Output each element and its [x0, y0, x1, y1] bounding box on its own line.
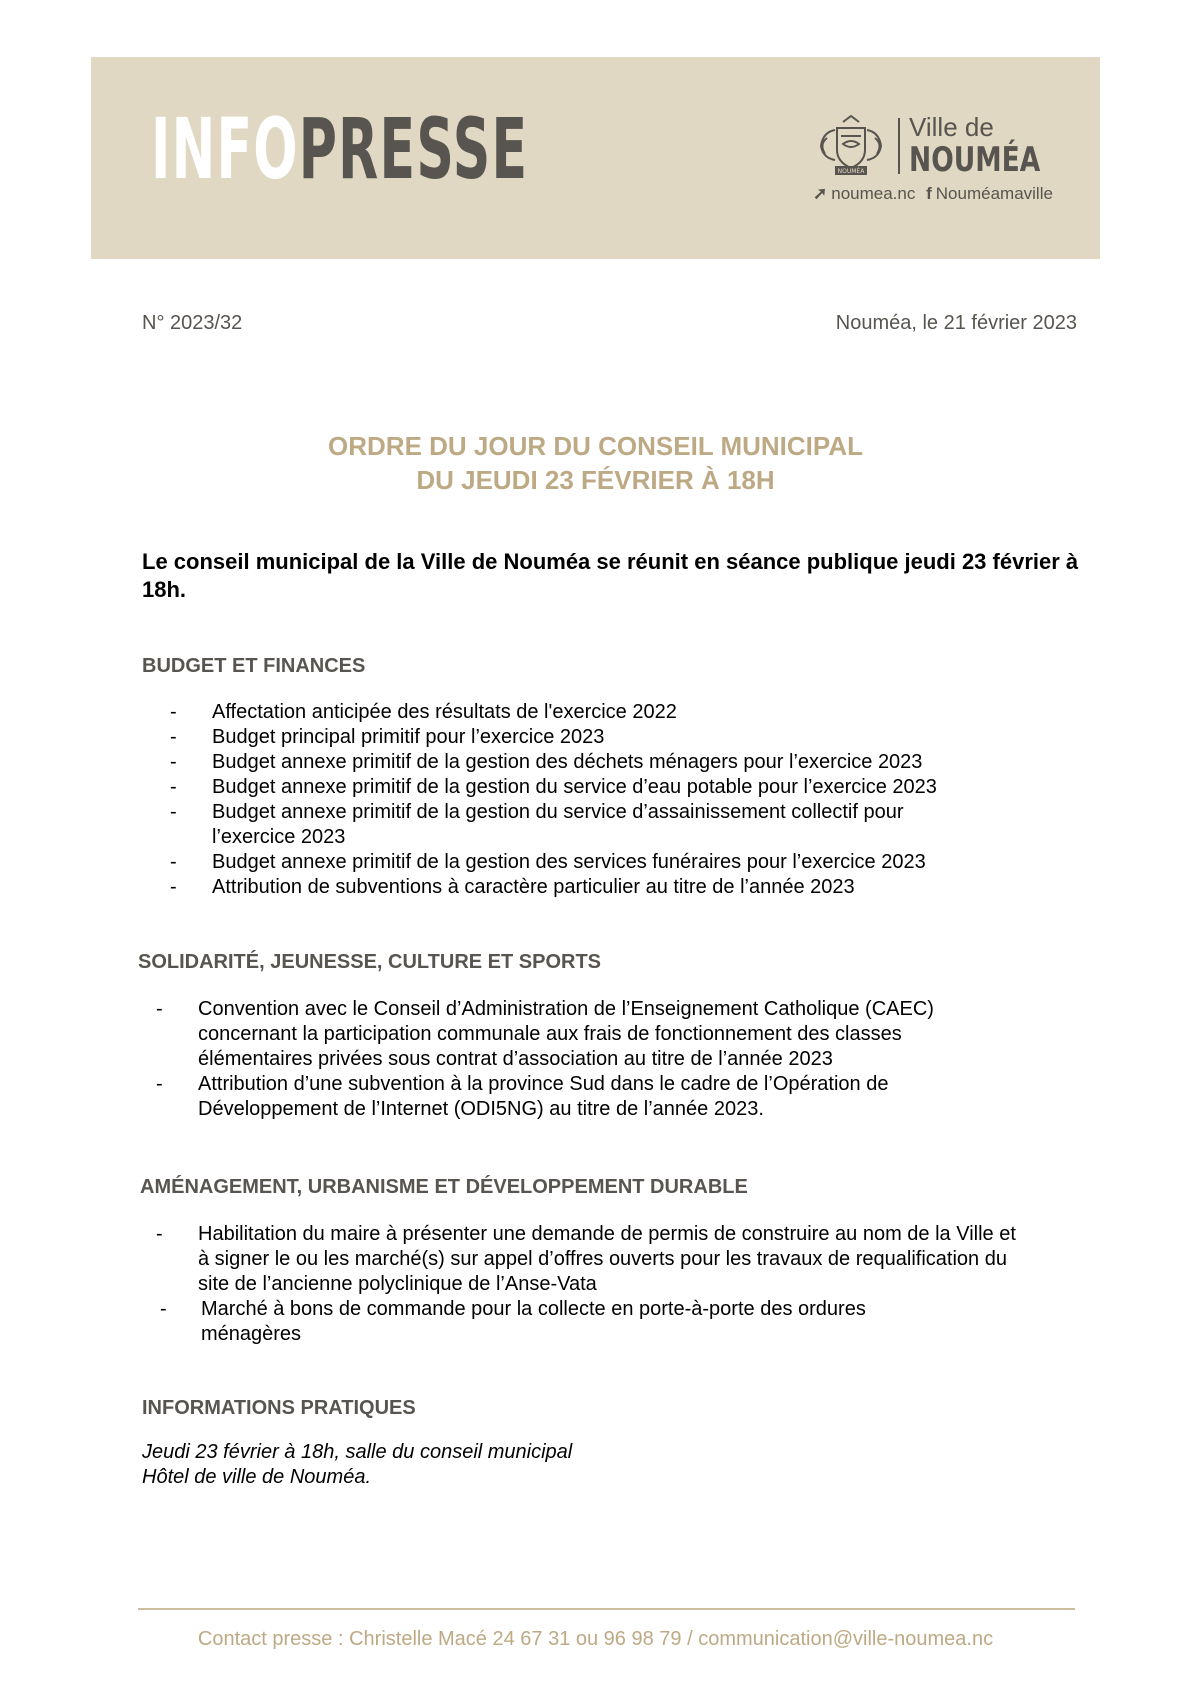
bullet-dash: -	[156, 1223, 163, 1245]
press-release-number: N° 2023/32	[142, 312, 243, 334]
bullet-dash: -	[156, 998, 163, 1020]
practical-info-line-1: Jeudi 23 février à 18h, salle du conseil municipal	[142, 1441, 573, 1463]
bullet-dash: -	[170, 876, 177, 898]
list-item: - Habilitation du maire à présenter une demande de permis de construire au nom de la Ville et à signer le ou les marché(s) sur appel d’offres ouverts pour les travaux de requalification du site de l’ancienne polyclinique de l’Anse-Vata	[156, 1223, 1016, 1295]
urbanism-items-list	[156, 1222, 1016, 1347]
list-item: - Budget annexe primitif de la gestion du service d’eau potable pour l’exercice 2023	[170, 776, 937, 798]
list-item: - Budget principal primitif pour l’exercice 2023	[170, 726, 605, 748]
document-title-line-2: DU JEUDI 23 FÉVRIER À 18H	[416, 465, 775, 495]
list-item: - Budget annexe primitif de la gestion du service d’assainissement collectif pour l’exercice 2023	[170, 801, 904, 848]
practical-info	[142, 1440, 572, 1490]
brand-line-1: Ville de	[909, 112, 994, 142]
practical-info-line-2: Hôtel de ville de Nouméa.	[142, 1466, 372, 1488]
list-item: - Attribution d’une subvention à la province Sud dans le cadre de l’Opération de Développement de l’Internet (ODI5NG) au titre de l’année 2023.	[156, 1073, 889, 1120]
list-item: - Attribution de subventions à caractère particulier au titre de l’année 2023	[170, 876, 855, 898]
document-title-line-1: ORDRE DU JOUR DU CONSEIL MUNICIPAL	[328, 431, 863, 461]
bullet-dash: -	[156, 1073, 163, 1095]
brand-line-2: NOUMÉA	[909, 140, 1041, 180]
list-item: - Affectation anticipée des résultats de l'exercice 2022	[170, 701, 677, 723]
masthead-word-presse: PRESSE	[298, 100, 529, 198]
brand-divider	[898, 118, 900, 174]
bullet-dash: -	[170, 726, 177, 748]
section-heading-budget: BUDGET ET FINANCES	[142, 655, 366, 677]
city-crest-icon	[813, 114, 889, 178]
budget-items-list	[170, 700, 1050, 900]
list-item: - Marché à bons de commande pour la collecte en porte-à-porte des ordures ménagères	[160, 1298, 866, 1345]
bullet-dash: -	[170, 851, 177, 873]
section-heading-urbanism: AMÉNAGEMENT, URBANISME ET DÉVELOPPEMENT DURABLE	[140, 1176, 748, 1198]
place-date: Nouméa, le 21 février 2023	[835, 312, 1077, 334]
section-heading-practical-info: INFORMATIONS PRATIQUES	[142, 1397, 416, 1419]
bullet-dash: -	[170, 701, 177, 723]
brand-social[interactable]: Nouméamaville	[935, 184, 1053, 203]
brand-links	[813, 184, 1059, 204]
brand-website[interactable]: noumea.nc	[831, 184, 916, 203]
bullet-dash: -	[170, 776, 177, 798]
header-banner	[91, 57, 1100, 259]
arrow-icon: ➚	[813, 184, 828, 203]
bullet-dash: -	[160, 1298, 167, 1320]
list-item: - Convention avec le Conseil d’Administration de l’Enseignement Catholique (CAEC) concernant la participation communale aux frais de fonctionnement des classes élémentaires privées sous contrat d’association au titre de l’année 2023	[156, 998, 934, 1070]
city-brand-logo	[813, 112, 1083, 202]
list-item: - Budget annexe primitif de la gestion des services funéraires pour l’exercice 2023	[170, 851, 926, 873]
bullet-dash: -	[170, 801, 177, 823]
press-contact-footer: Contact presse : Christelle Macé 24 67 31 ou 96 98 79 / communication@ville-noumea.nc	[197, 1628, 994, 1650]
crest-ribbon-text: NOUMÉA	[837, 168, 865, 175]
masthead-word-info: INFO	[151, 100, 299, 198]
facebook-icon: f	[926, 184, 932, 203]
section-heading-solidarity: SOLIDARITÉ, JEUNESSE, CULTURE ET SPORTS	[138, 951, 602, 973]
lead-paragraph: Le conseil municipal de la Ville de Nouméa se réunit en séance publique jeudi 23 février à 18h.	[142, 549, 1079, 602]
solidarity-items-list	[156, 997, 1016, 1122]
bullet-dash: -	[170, 751, 177, 773]
list-item: - Budget annexe primitif de la gestion des déchets ménagers pour l’exercice 2023	[170, 751, 923, 773]
masthead-title	[151, 100, 529, 198]
footer-divider	[138, 1608, 1075, 1610]
